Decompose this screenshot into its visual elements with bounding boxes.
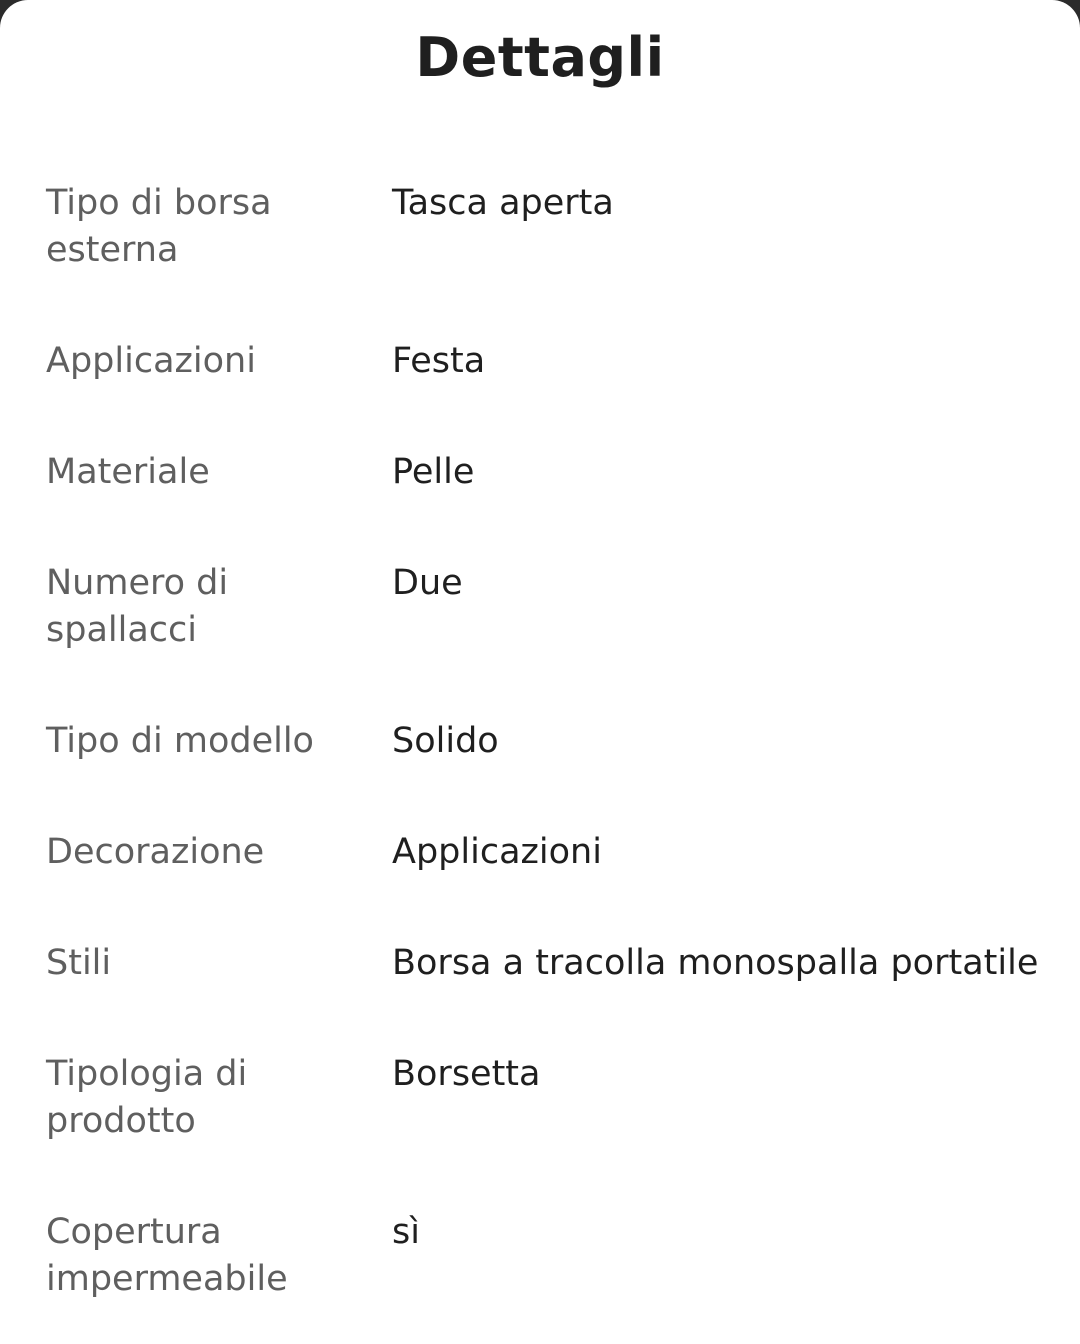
detail-value: Due (392, 563, 463, 603)
detail-value: Applicazioni (392, 832, 602, 872)
sheet-title: Dettagli (415, 26, 665, 89)
detail-label: Decorazione (46, 832, 265, 872)
detail-label: Tipo di borsa esterna (46, 183, 272, 270)
detail-label: Numero di spallacci (46, 563, 229, 650)
detail-value: Festa (392, 341, 486, 381)
detail-value: Solido (392, 721, 499, 761)
detail-label: Materiale (46, 452, 210, 492)
detail-label: Tipo di modello (46, 721, 314, 761)
detail-value: Borsa a tracolla monospalla portatile (392, 943, 1039, 983)
detail-value: Borsetta (392, 1054, 541, 1094)
detail-label: Stili (46, 943, 112, 983)
detail-label: Applicazioni (46, 341, 256, 381)
detail-label: Copertura impermeabile (46, 1212, 288, 1299)
detail-value: Tasca aperta (392, 183, 614, 223)
detail-label: Tipologia di prodotto (46, 1054, 248, 1141)
detail-value: Pelle (392, 452, 475, 492)
detail-value: sì (392, 1212, 420, 1252)
